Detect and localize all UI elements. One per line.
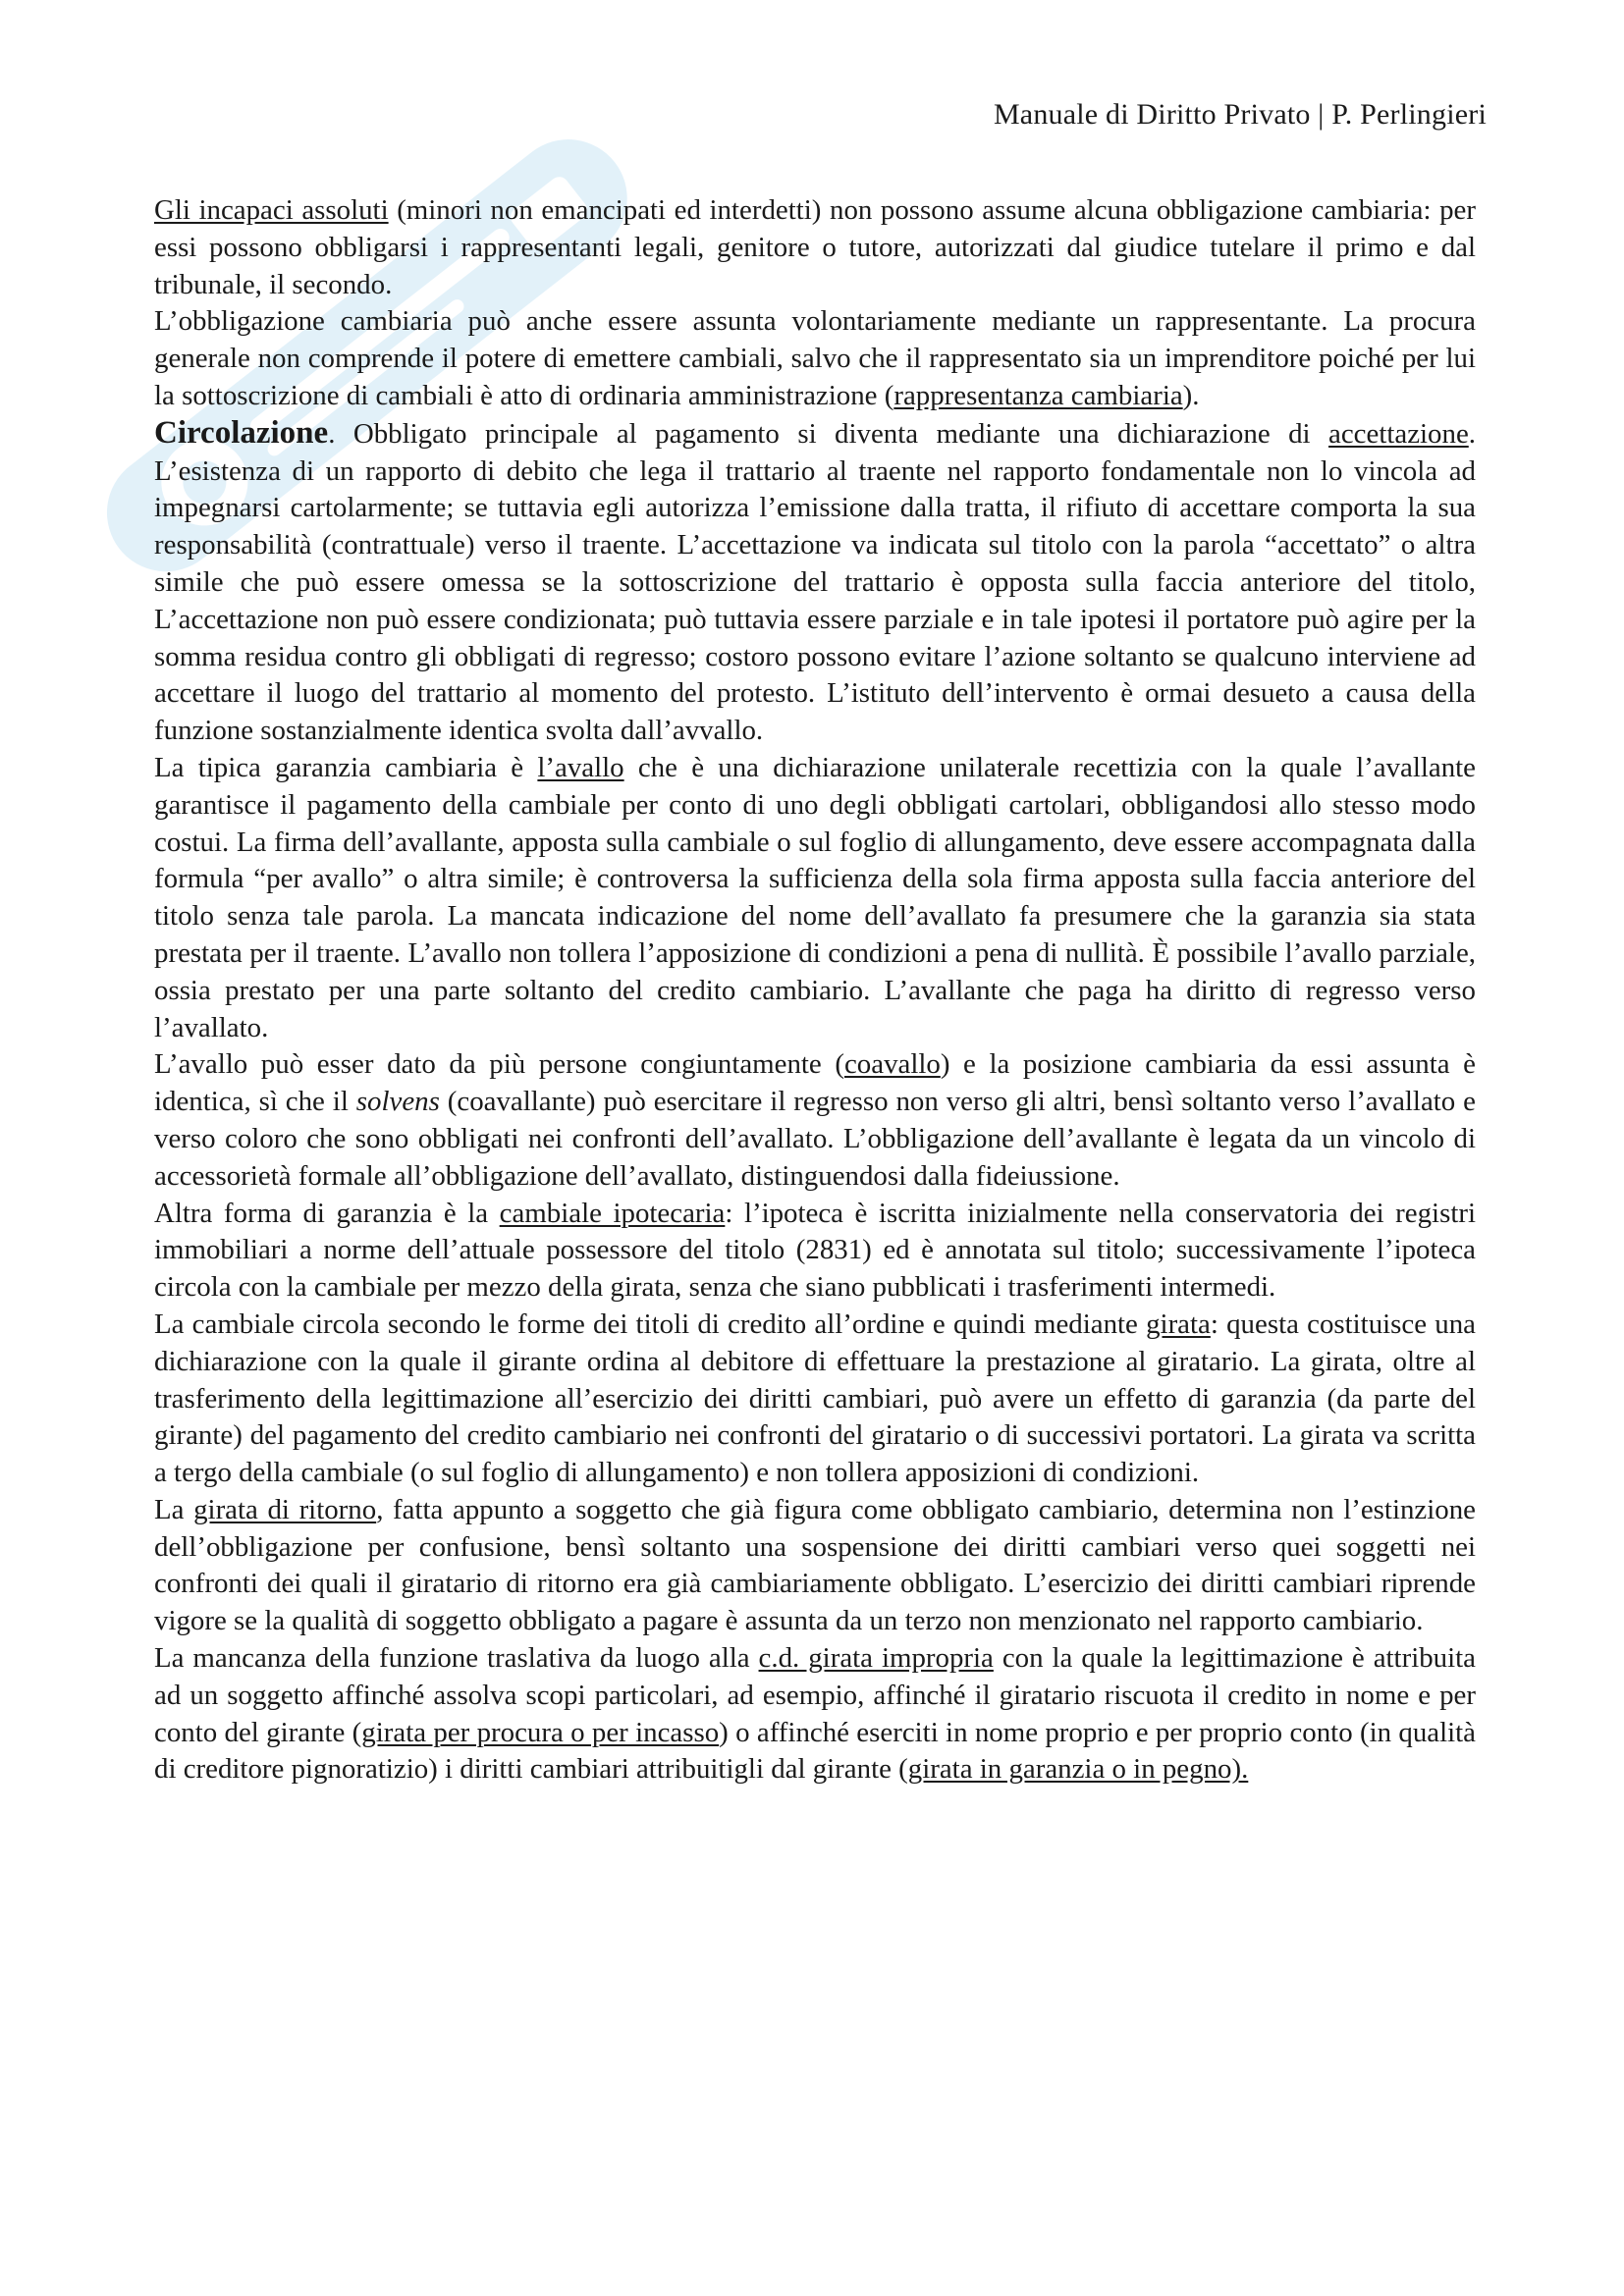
document-body [154,192,1476,1789]
paragraph-cambiale-ipotecaria: Altra forma di garanzia è la cambiale ipotecaria: l’ipoteca è iscritta inizialmente nella conservatoria dei registri immobiliari a norme dell’attuale possessore del titolo (2831) ed è annotata sul titolo; successivamente l’ipoteca circola con la cambiale per mezzo della girata, senza che siano pubblicati i trasferimenti intermedi. [154,1197,1477,1304]
term-girata: girata [1146,1308,1211,1340]
term-cambiale-ipotecaria: cambiale ipotecaria [499,1197,726,1229]
paragraph-avallo: La tipica garanzia cambiaria è l’avallo che è una dichiarazione unilaterale recettizia con la quale l’avallante garantisce il pagamento della cambiale per conto di uno degli obbligati cartolari, obbligandosi allo stesso modo costui. La firma dell’avallante, apposta sulla cambiale o sul foglio di allungamento, deve essere accompagnata dalla formula “per avallo” o altra simile; è controversa la sufficienza della sola firma apposta sulla faccia anteriore del titolo senza tale parola. La mancata indicazione del nome dell’avallato fa presumere che la garanzia sia stata prestata per il traente. L’avallo non tollera l’apposizione di condizioni a pena di nullità. È possibile l’avallo parziale, ossia prestato per una parte soltanto del credito cambiario. L’avallante che paga ha diritto di regresso verso l’avallato. [154,751,1477,1043]
term-girata-per-procura: girata per procura o per incasso [361,1716,720,1748]
paragraph-girata-di-ritorno: La girata di ritorno, fatta appunto a soggetto che già figura come obbligato cambiario, determina non l’estinzione dell’obbligazione per confusione, bensì soltanto una sospensione dei diritti cambiari verso quei soggetti nei confronti dei quali il giratario di ritorno era già cambiariamente obbligato. L’esercizio dei diritti cambiari riprende vigore se la qualità di soggetto obbligato a pagare è assunta da un terzo non menzionato nel rapporto cambiario. [154,1493,1476,1637]
term-rappresentanza-cambiaria: rappresentanza cambiaria [893,379,1183,411]
term-incapaci-assoluti: Gli incapaci assoluti [154,194,389,226]
term-solvens: solvens [355,1086,440,1118]
term-girata-impropria: c.d. girata impropria [758,1642,994,1675]
paragraph-incapaci: Gli incapaci assoluti (minori non emancipati ed interdetti) non possono assume alcuna obbligazione cambiaria: per essi possono obbligarsi i rappresentanti legali, genitore o tutore, autorizzati dal giudice tutelare il primo e dal tribunale, il secondo. [154,194,1476,300]
term-coavallo: coavallo [843,1048,941,1081]
paragraph-circolazione: Circolazione. Obbligato principale al pagamento si diventa mediante una dichiarazione di accettazione. L’esistenza di un rapporto di debito che lega il trattario al traente nel rapporto fondamentale non lo vincola ad impegnarsi cartolarmente; se tuttavia egli autorizza l’emissione dalla tratta, il rifiuto di accettare comporta la sua responsabilità (contrattuale) verso il traente. L’accettazione va indicata sul titolo con la parola “accettato” o altra simile che può essere omessa se la sottoscrizione del trattario è opposta sulla faccia anteriore del titolo, L’accettazione non può essere condizionata; può tuttavia essere parziale e in tale ipotesi il portatore può agire per la somma residua contro gli obbligati di regresso; costoro possono evitare l’azione soltanto se qualcuno interviene ad accettare il luogo del trattario al momento del protesto. L’istituto dell’intervento è ormai desueto a causa della funzione sostanzialmente identica svolta dall’avvallo. [154,414,1476,747]
paragraph-rappresentanza: L’obbligazione cambiaria può anche essere assunta volontariamente mediante un rappresentante. La procura generale non comprende il potere di emettere cambiali, salvo che il rappresentato sia un imprenditore poiché per lui la sottoscrizione di cambiali è atto di ordinaria amministrazione (rappresentanza cambiaria). [154,305,1476,411]
section-heading-circolazione: Circolazione [154,414,329,451]
running-header: Manuale di Diritto Privato | P. Perlingieri [993,98,1487,131]
term-accettazione: accettazione [1328,417,1469,450]
term-girata-in-garanzia: girata in garanzia o in pegno). [907,1753,1249,1786]
term-girata-di-ritorno: girata di ritorno [193,1493,377,1525]
term-avallo: l’avallo [537,751,624,783]
paragraph-girata-impropria: La mancanza della funzione traslativa da luogo alla c.d. girata impropria con la quale la legittimazione è attribuita ad un soggetto affinché assolva scopi particolari, ad esempio, affinché il giratario riscuota il credito in nome e per conto del girante (girata per procura o per incasso) o affinché eserciti in nome proprio e per proprio conto (in qualità di creditore pignoratizio) i diritti cambiari attribuitigli dal girante (girata in garanzia o in pegno). [154,1642,1476,1786]
paragraph-coavallo: L’avallo può esser dato da più persone congiuntamente (coavallo) e la posizione cambiaria da essi assunta è identica, sì che il solvens (coavallante) può esercitare il regresso non verso gli altri, bensì soltanto verso l’avallato e verso coloro che sono obbligati nei confronti dell’avallato. L’obbligazione dell’avallante è legata da un vincolo di accessorietà formale all’obbligazione dell’avallato, distinguendosi dalla fideiussione. [154,1048,1476,1192]
paragraph-girata: La cambiale circola secondo le forme dei titoli di credito all’ordine e quindi mediante girata: questa costituisce una dichiarazione con la quale il girante ordina al debitore di effettuare la prestazione al giratario. La girata, oltre al trasferimento della legittimazione all’esercizio dei diritti cambiari, può avere un effetto di garanzia (da parte del girante) del pagamento del credito cambiario nei confronti del giratario o di successivi portatori. La girata va scritta a tergo della cambiale (o sul foglio di allungamento) e non tollera apposizioni di condizioni. [154,1308,1476,1489]
